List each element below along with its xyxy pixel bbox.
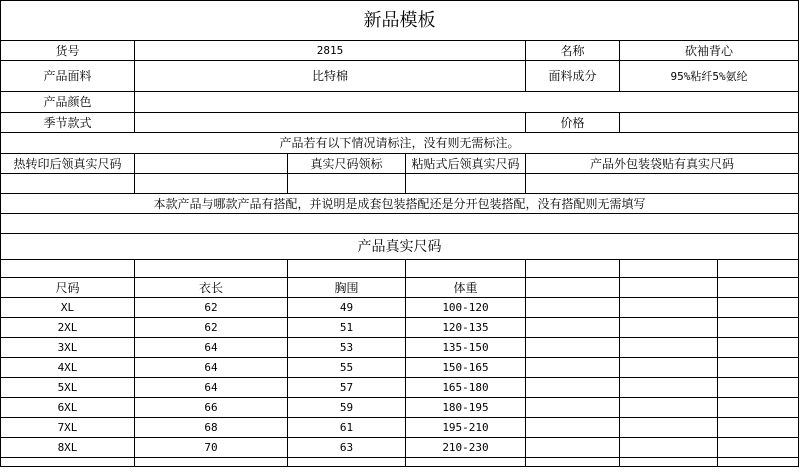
size-header: 尺码 xyxy=(1,278,135,298)
size-cell[interactable]: XL xyxy=(1,298,135,318)
blank-cell[interactable] xyxy=(288,260,406,278)
blank-cell[interactable] xyxy=(526,260,620,278)
weight-cell[interactable]: 210-230 xyxy=(406,438,526,458)
blank-cell[interactable] xyxy=(526,378,620,398)
blank-cell[interactable] xyxy=(620,438,718,458)
composition-text: 95%粘纤5%氨纶 xyxy=(670,70,748,83)
name-value[interactable]: 砍袖背心 xyxy=(620,41,799,61)
chest-cell[interactable]: 61 xyxy=(288,418,406,438)
price-label: 价格 xyxy=(526,113,620,133)
size-row xyxy=(1,438,799,458)
matching-note: 本款产品与哪款产品有搭配，并说明是成套包装搭配还是分开包装搭配，没有搭配则无需填写 xyxy=(1,194,799,214)
season-label: 季节款式 xyxy=(1,113,135,133)
blank-cell[interactable] xyxy=(718,378,799,398)
size-section-title: 产品真实尺码 xyxy=(1,234,799,260)
chest-cell[interactable]: 53 xyxy=(288,338,406,358)
weight-cell[interactable]: 120-135 xyxy=(406,318,526,338)
color-label: 产品颜色 xyxy=(1,92,135,113)
blank-cell[interactable] xyxy=(718,458,799,467)
chest-cell[interactable]: 51 xyxy=(288,318,406,338)
size-row xyxy=(1,398,799,418)
heat-transfer-value[interactable] xyxy=(135,154,288,174)
blank-cell[interactable] xyxy=(135,174,288,194)
chest-header: 胸围 xyxy=(288,278,406,298)
weight-header: 体重 xyxy=(406,278,526,298)
length-cell[interactable]: 66 xyxy=(135,398,288,418)
blank-cell[interactable] xyxy=(526,458,620,467)
length-cell[interactable]: 70 xyxy=(135,438,288,458)
fabric-value[interactable]: 比特棉 xyxy=(135,61,526,92)
item-no-value[interactable]: 2815 xyxy=(135,41,526,61)
blank-cell[interactable] xyxy=(718,398,799,418)
size-cell[interactable]: 4XL xyxy=(1,358,135,378)
template-title: 新品模板 xyxy=(1,1,799,41)
blank-cell[interactable] xyxy=(620,278,718,298)
weight-cell[interactable]: 150-165 xyxy=(406,358,526,378)
size-cell[interactable]: 6XL xyxy=(1,398,135,418)
weight-cell[interactable]: 135-150 xyxy=(406,338,526,358)
blank-cell[interactable] xyxy=(620,378,718,398)
item-no-label: 货号 xyxy=(1,41,135,61)
size-cell[interactable]: 3XL xyxy=(1,338,135,358)
size-row xyxy=(1,318,799,338)
weight-cell[interactable]: 180-195 xyxy=(406,398,526,418)
blank-cell[interactable] xyxy=(135,458,288,467)
size-cell[interactable]: 5XL xyxy=(1,378,135,398)
sticker-back-collar-label: 粘贴式后领真实尺码 xyxy=(406,154,526,174)
blank-cell[interactable] xyxy=(526,318,620,338)
blank-cell[interactable] xyxy=(718,358,799,378)
blank-cell[interactable] xyxy=(526,338,620,358)
length-cell[interactable]: 64 xyxy=(135,358,288,378)
size-row xyxy=(1,358,799,378)
blank-cell[interactable] xyxy=(526,358,620,378)
blank-cell[interactable] xyxy=(288,174,406,194)
blank-cell[interactable] xyxy=(406,260,526,278)
blank-cell[interactable] xyxy=(620,338,718,358)
weight-cell[interactable]: 165-180 xyxy=(406,378,526,398)
blank-cell[interactable] xyxy=(620,318,718,338)
size-cell[interactable]: 8XL xyxy=(1,438,135,458)
package-sticker-label: 产品外包装袋贴有真实尺码 xyxy=(526,154,799,174)
blank-cell[interactable] xyxy=(620,358,718,378)
size-row xyxy=(1,418,799,438)
blank-cell[interactable] xyxy=(526,298,620,318)
chest-cell[interactable]: 59 xyxy=(288,398,406,418)
chest-cell[interactable]: 55 xyxy=(288,358,406,378)
blank-cell[interactable] xyxy=(718,298,799,318)
length-cell[interactable]: 68 xyxy=(135,418,288,438)
size-row xyxy=(1,298,799,318)
blank-cell[interactable] xyxy=(526,278,620,298)
blank-cell[interactable] xyxy=(526,398,620,418)
weight-cell[interactable]: 100-120 xyxy=(406,298,526,318)
blank-cell[interactable] xyxy=(526,438,620,458)
size-row xyxy=(1,378,799,398)
blank-cell[interactable] xyxy=(620,298,718,318)
size-cell[interactable]: 2XL xyxy=(1,318,135,338)
heat-transfer-label: 热转印后领真实尺码 xyxy=(1,154,135,174)
matching-input[interactable] xyxy=(1,214,799,234)
blank-cell[interactable] xyxy=(620,398,718,418)
color-value[interactable] xyxy=(135,92,799,113)
length-cell[interactable]: 62 xyxy=(135,318,288,338)
blank-cell[interactable] xyxy=(718,438,799,458)
notice-row: 产品若有以下情况请标注，没有则无需标注。 xyxy=(1,133,799,154)
blank-cell[interactable] xyxy=(526,418,620,438)
chest-cell[interactable]: 63 xyxy=(288,438,406,458)
size-cell[interactable]: 7XL xyxy=(1,418,135,438)
length-cell[interactable]: 64 xyxy=(135,378,288,398)
price-value[interactable] xyxy=(620,113,799,133)
composition-value[interactable] xyxy=(620,61,799,92)
blank-cell[interactable] xyxy=(718,260,799,278)
blank-cell[interactable] xyxy=(718,318,799,338)
composition-label: 面料成分 xyxy=(526,61,620,92)
blank-cell[interactable] xyxy=(406,174,526,194)
size-table-body xyxy=(1,298,799,458)
real-size-tag-label: 真实尺码领标 xyxy=(288,154,406,174)
length-header: 衣长 xyxy=(135,278,288,298)
heat-transfer-blank[interactable] xyxy=(1,174,135,194)
length-cell[interactable]: 64 xyxy=(135,338,288,358)
blank-cell[interactable] xyxy=(526,174,799,194)
season-value[interactable] xyxy=(135,113,526,133)
blank-cell[interactable] xyxy=(718,418,799,438)
blank-cell[interactable] xyxy=(718,278,799,298)
name-label: 名称 xyxy=(526,41,620,61)
blank-cell[interactable] xyxy=(1,260,135,278)
size-row xyxy=(1,338,799,358)
length-cell[interactable]: 62 xyxy=(135,298,288,318)
blank-cell[interactable] xyxy=(406,458,526,467)
blank-cell[interactable] xyxy=(620,418,718,438)
blank-cell[interactable] xyxy=(135,260,288,278)
chest-cell[interactable]: 49 xyxy=(288,298,406,318)
blank-cell[interactable] xyxy=(620,260,718,278)
blank-cell[interactable] xyxy=(288,458,406,467)
weight-cell[interactable]: 195-210 xyxy=(406,418,526,438)
blank-cell[interactable] xyxy=(718,338,799,358)
blank-cell[interactable] xyxy=(1,458,135,467)
fabric-label: 产品面料 xyxy=(1,61,135,92)
chest-cell[interactable]: 57 xyxy=(288,378,406,398)
blank-cell[interactable] xyxy=(620,458,718,467)
